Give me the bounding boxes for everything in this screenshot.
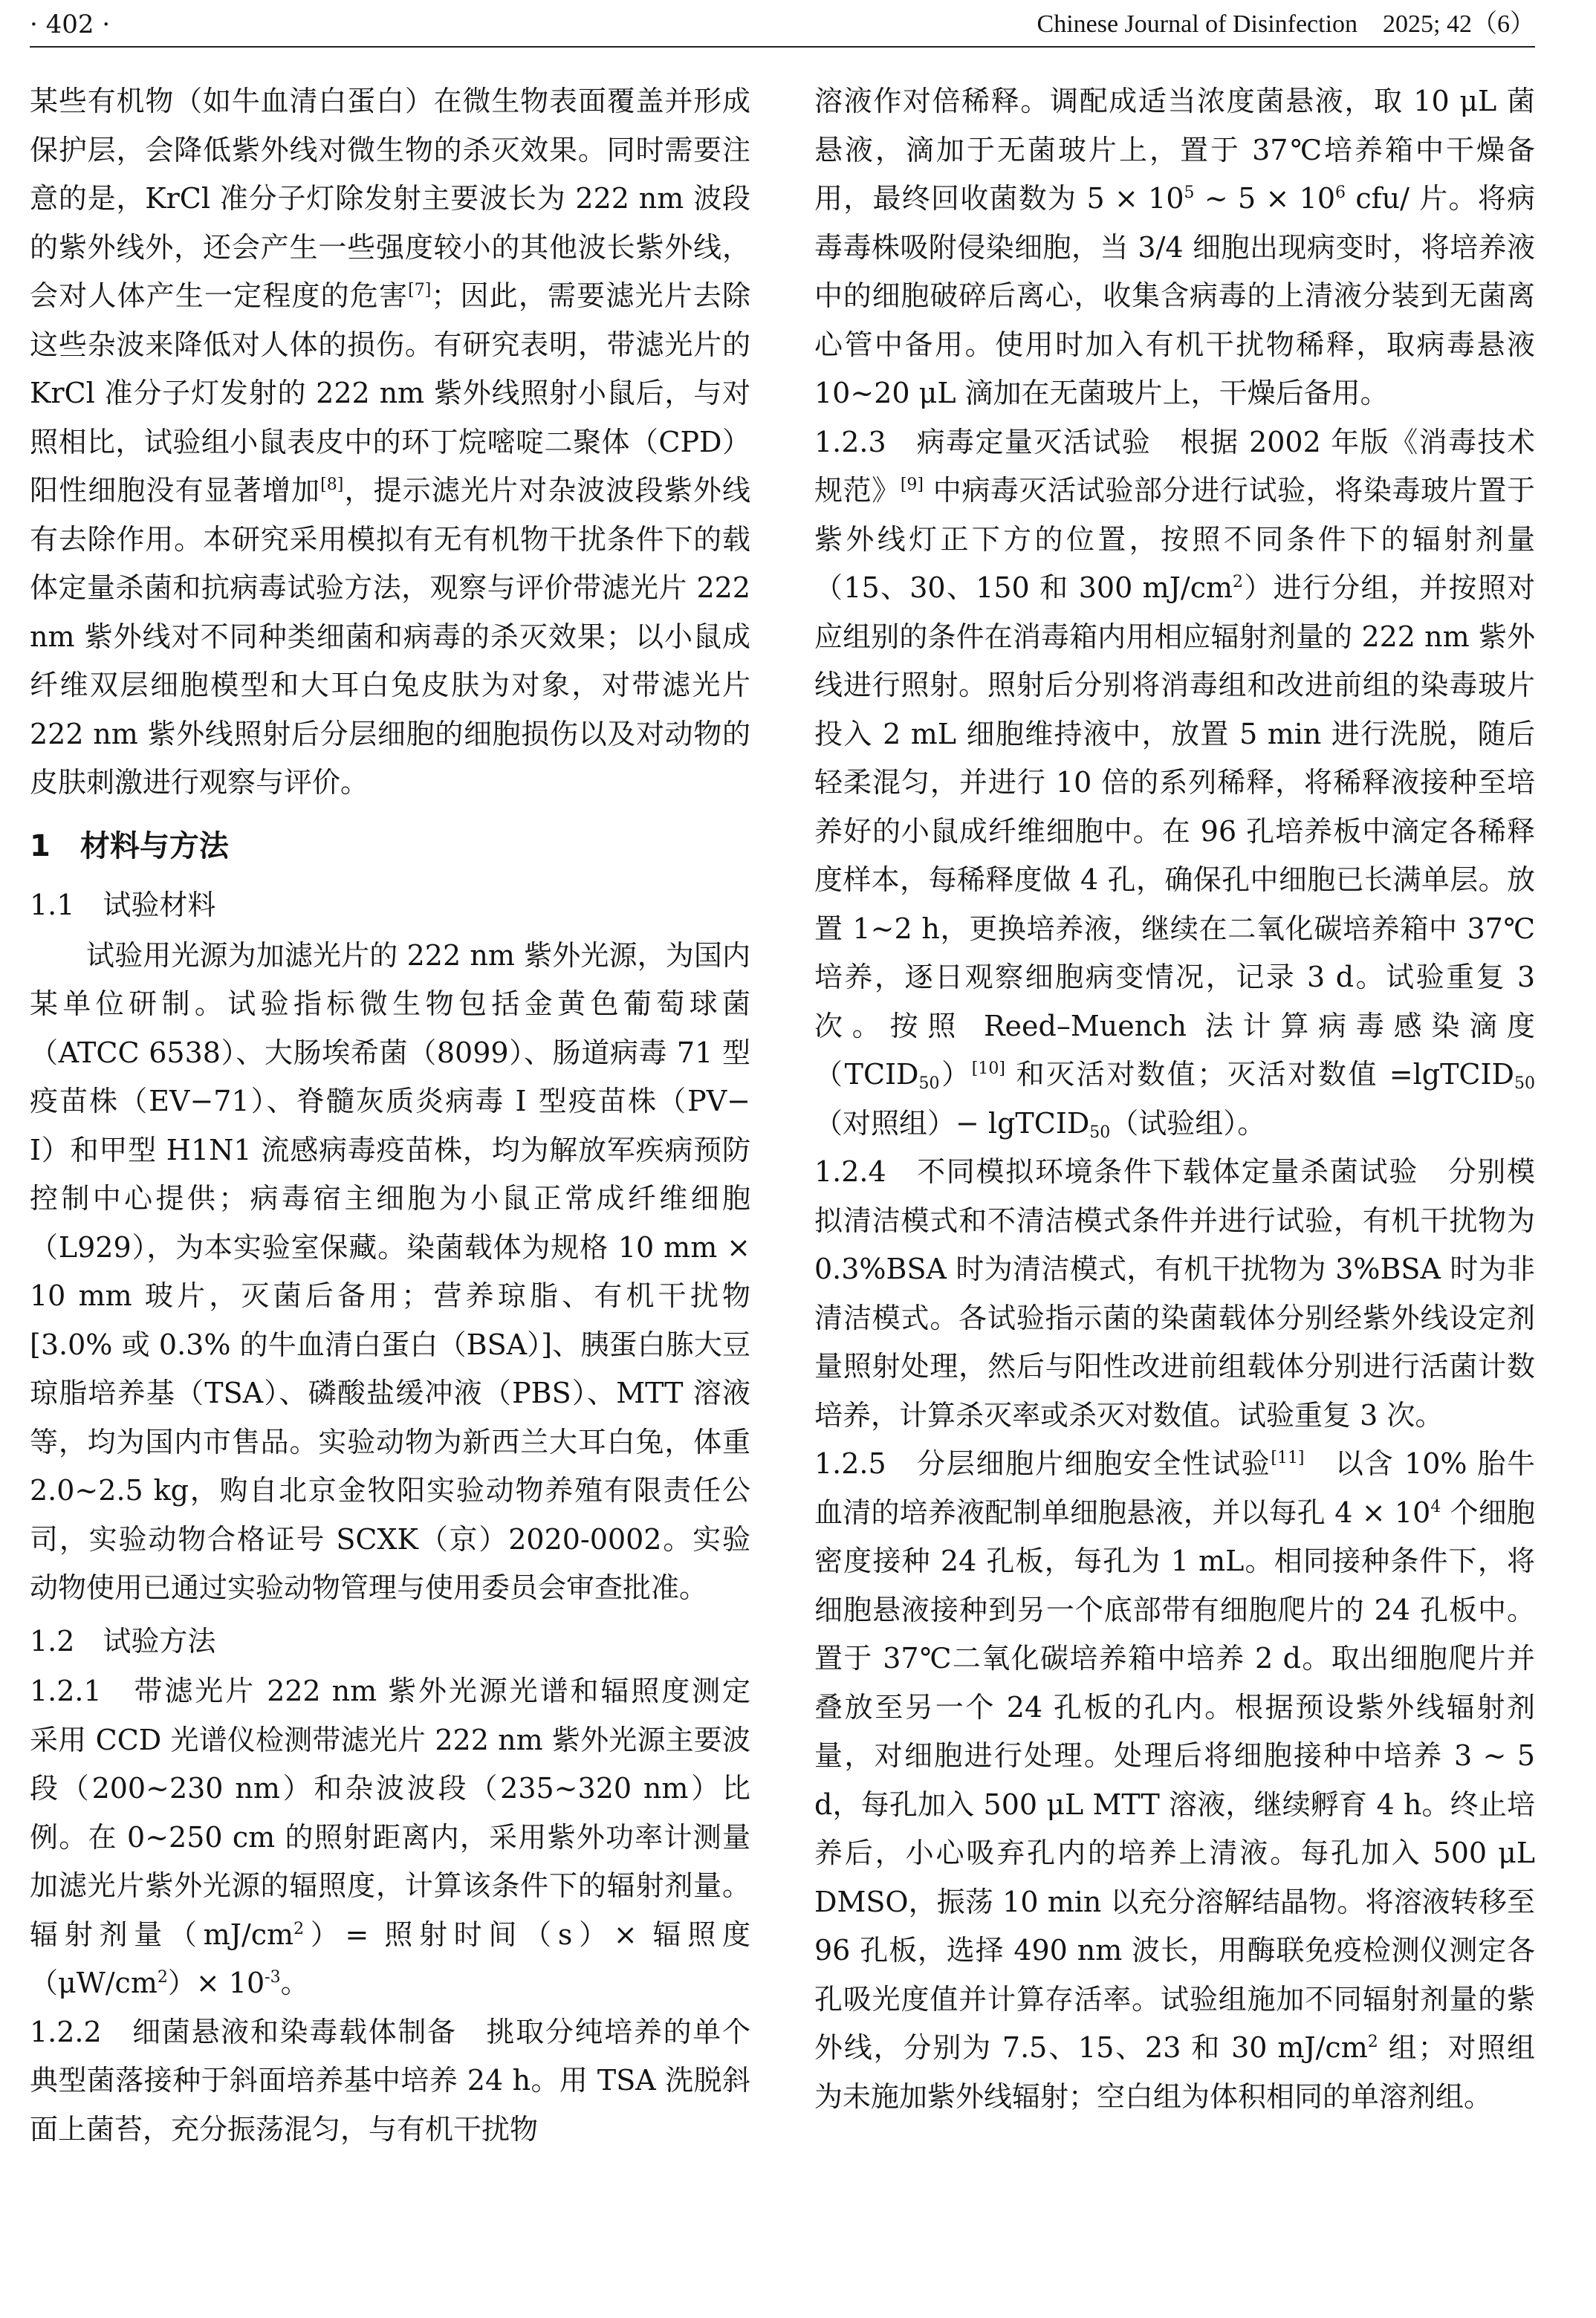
section-heading: 1 材料与方法 <box>30 828 229 863</box>
citation-11: [11] <box>1271 1449 1305 1467</box>
superscript: 6 <box>1335 184 1346 202</box>
text: 。 <box>280 1967 309 1999</box>
text: 组；对照组为未施加紫外线辐射；空白组为体积相同的单溶剂组。 <box>814 2031 1535 2113</box>
page-number: · 402 · <box>30 10 111 39</box>
materials-paragraph: 试验用光源为加滤光片的 222 nm 紫外光源，为国内某单位研制。试验指标微生物包括金黄色葡萄球菌（ATCC 6538）、大肠埃希菌（8099）、肠道病毒 71 型疫苗株（EV−71）、脊髓灰质炎病毒 Ⅰ 型疫苗株（PV− Ⅰ）和甲型 H1N1 流感病毒疫苗株，均为解放军疾病预防控制中心提供；病毒宿主细胞为小鼠正常成纤维细胞（L929），为本实验室保藏。染菌载体为规格 10 mm × 10 mm 玻片，灭菌后备用；营养琼脂、有机干扰物 [3.0% 或 0.3% 的牛血清白蛋白（BSA）]、胰蛋白胨大豆琼脂培养基（TSA）、磷酸盐缓冲液（PBS）、MTT 溶液等，均为国内市售品。实验动物为新西兰大耳白兔，体重 2.0~2.5 kg，购自北京金牧阳实验动物养殖有限责任公司，实验动物合格证号 SCXK（京）2020-0002。实验动物使用已通过实验动物管理与使用委员会审查批准。 <box>30 938 750 1604</box>
right-column <box>814 77 1535 2121</box>
text: ~ 5 × 10 <box>1194 182 1336 215</box>
text: 1.2.1 带滤光片 222 nm 紫外光源光谱和辐照度测定 采用 CCD 光谱仪检测带滤光片 222 nm 紫外光源主要波段（200~230 nm）和杂波波段（235~320 nm）比例。在 0~250 cm 的照射距离内，采用紫外功率计测量加滤光片紫外光源的辐照度，计算该条件下的辐射剂量。辐射剂量（mJ/cm <box>30 1675 779 1951</box>
subscript: 50 <box>1089 1123 1111 1142</box>
method-1-2-5 <box>814 1440 1535 2121</box>
citation-9: [9] <box>900 475 924 494</box>
superscript: 4 <box>1430 1497 1441 1516</box>
left-column <box>30 77 779 2154</box>
text: （对照组）− lgTCID <box>814 1106 1090 1140</box>
text: （试验组）。 <box>1110 1106 1266 1140</box>
superscript: 5 <box>1184 184 1195 202</box>
superscript: 2 <box>293 1919 305 1938</box>
method-1-2-3 <box>814 418 1535 1149</box>
superscript: 2 <box>1233 573 1244 591</box>
text: ）× 10 <box>167 1967 265 1999</box>
text: 1.2.3 病毒定量灭活试验 根据 2002 年版《消毒技术规范》 <box>814 425 1535 507</box>
text: 和灭活对数值；灭活对数值 =lgTCID <box>1005 1058 1514 1091</box>
text: 溶液作对倍稀释。调配成适当浓度菌悬液，取 10 μL 菌悬液，滴加于无菌玻片上，置于 37℃培养箱中干燥备用，最终回收菌数为 5 × 10 <box>814 85 1535 215</box>
method-1-2-2: 1.2.2 细菌悬液和染毒载体制备 挑取分纯培养的单个典型菌落接种于斜面培养基中培养 24 h。用 TSA 洗脱斜面上菌苔，充分振荡混匀，与有机干扰物 <box>30 2015 750 2146</box>
superscript: 2 <box>1367 2033 1378 2051</box>
text: 1.2.5 分层细胞片细胞安全性试验 <box>814 1447 1271 1480</box>
citation-10: [10] <box>971 1059 1005 1078</box>
subsection-heading: 1.1 试验材料 <box>30 889 216 921</box>
continued-paragraph <box>814 77 1535 418</box>
citation-7: [7] <box>408 281 432 299</box>
intro-paragraph <box>30 77 750 808</box>
text: ）= 照射时间（s）× 辐照度（μW/cm <box>30 1918 750 1999</box>
text: cfu/ 片。将病毒毒株吸附侵染细胞，当 3/4 细胞出现病变时，将培养液中的细胞破碎后离心，收集含病毒的上清液分装到无菌离心管中备用。使用时加入有机干扰物稀释，取病毒悬液 10~20 μL 滴加在无菌玻片上，干燥后备用。 <box>814 182 1536 409</box>
text: 某些有机物（如牛血清白蛋白）在微生物表面覆盖并形成保护层，会降低紫外线对微生物的杀灭效果。同时需要注意的是，KrCl 准分子灯除发射主要波长为 222 nm 波段的紫外线外，还会产生一些强度较小的其他波长紫外线，会对人体产生一定程度的危害 <box>30 85 750 312</box>
citation-8: [8] <box>320 475 344 494</box>
text: 中病毒灭活试验部分进行试验，将染毒玻片置于紫外线灯正下方的位置，按照不同条件下的辐射剂量（15、30、150 和 300 mJ/cm <box>814 474 1535 604</box>
text: ）进行分组，并按照对应组别的条件在消毒箱内用相应辐射剂量的 222 nm 紫外线进行照射。照射后分别将消毒组和改进前组的染毒玻片投入 2 mL 细胞维持液中，放置 5 min 进行洗脱，随后轻柔混匀，并进行 10 倍的系列稀释，将稀释液接种至培养好的小鼠成纤维细胞中。在 96 孔培养板中滴定各稀释度样本，每稀释度做 4 孔，确保孔中细胞已长满单层。放置 1~2 h，更换培养液，继续在二氧化碳培养箱中 37℃培养，逐日观察细胞病变情况，记录 3 d。试验重复 3 次。按照 Reed–Muench 法计算病毒感染滴度（TCID <box>814 571 1535 1091</box>
text: ） <box>939 1058 972 1091</box>
method-1-2-1 <box>30 1667 779 2008</box>
text: 以含 10% 胎牛血清的培养液配制单细胞悬液，并以每孔 4 × 10 <box>814 1447 1535 1529</box>
subscript: 50 <box>918 1074 940 1093</box>
text: ；因此，需要滤光片去除这些杂波来降低对人体的损伤。有研究表明，带滤光片的 KrCl 准分子灯发射的 222 nm 紫外线照射小鼠后，与对照相比，试验组小鼠表皮中的环丁烷嘧啶二聚体（CPD）阳性细胞没有显著增加 <box>30 279 750 507</box>
header-rule <box>30 46 1535 48</box>
superscript: -3 <box>265 1968 281 1987</box>
subsection-heading: 1.2 试验方法 <box>30 1624 216 1658</box>
subscript: 50 <box>1514 1074 1535 1093</box>
journal-header: Chinese Journal of Disinfection 2025; 42（6） <box>1037 10 1535 38</box>
method-1-2-4: 1.2.4 不同模拟环境条件下载体定量杀菌试验 分别模拟清洁模式和不清洁模式条件并进行试验，有机干扰物为 0.3%BSA 时为清洁模式，有机干扰物为 3%BSA 时为非清洁模式。各试验指示菌的染菌载体分别经紫外线设定剂量照射处理，然后与阳性改进前组载体分别进行活菌计数培养，计算杀灭率或杀灭对数值。试验重复 3 次。 <box>814 1155 1535 1432</box>
superscript: 2 <box>157 1968 168 1987</box>
text: ，提示滤光片对杂波波段紫外线有去除作用。本研究采用模拟有无有机物干扰条件下的载体定量杀菌和抗病毒试验方法，观察与评价带滤光片 222 nm 紫外线对不同种类细菌和病毒的杀灭效果；以小鼠成纤维双层细胞模型和大耳白兔皮肤为对象，对带滤光片 222 nm 紫外线照射后分层细胞的细胞损伤以及对动物的皮肤刺激进行观察与评价。 <box>30 474 750 799</box>
text: 个细胞密度接种 24 孔板，每孔为 1 mL。相同接种条件下，将细胞悬液接种到另一个底部带有细胞爬片的 24 孔板中。置于 37℃二氧化碳培养箱中培养 2 d。取出细胞爬片并叠放至另一个 24 孔板的孔内。根据预设紫外线辐射剂量，对细胞进行处理。处理后将细胞接种中培养 3 ~ 5 d，每孔加入 500 μL MTT 溶液，继续孵育 4 h。终止培养后，小心吸弃孔内的培养上清液。每孔加入 500 μL DMSO，振荡 10 min 以充分溶解结晶物。将溶液转移至 96 孔板，选择 490 nm 波长，用酶联免疫检测仪测定各孔吸光度值并计算存活率。试验组施加不同辐射剂量的紫外线，分别为 7.5、15、23 和 30 mJ/cm <box>814 1496 1535 2064</box>
